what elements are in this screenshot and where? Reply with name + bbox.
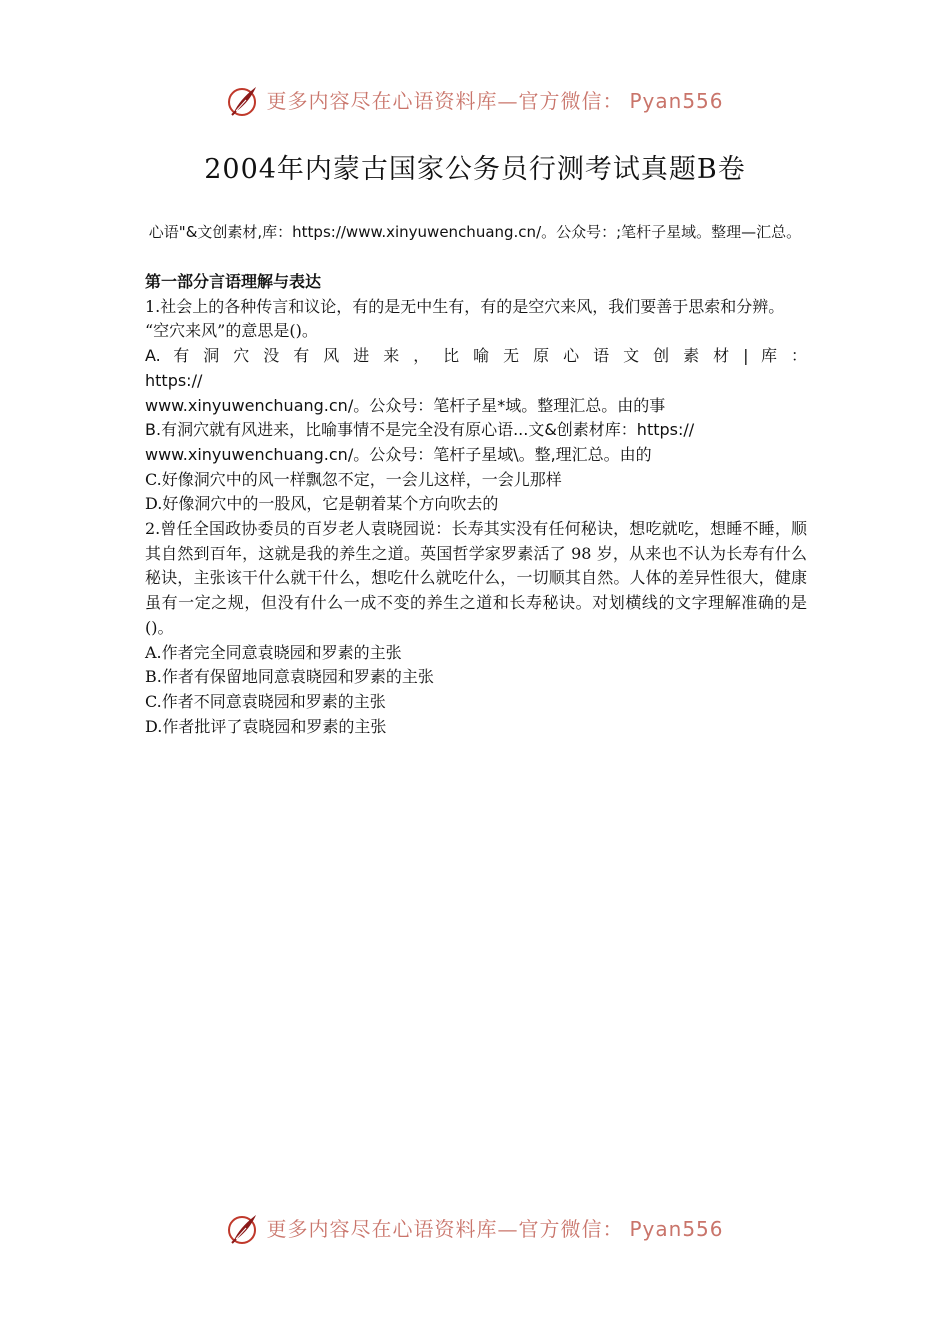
q1-option-b-line1: B.有洞穴就有风进来，比喻事情不是完全没有原心语...文&创素材库：https://	[145, 420, 695, 440]
q2-stem: 2.曾任全国政协委员的百岁老人袁晓园说：长寿其实没有任何秘诀，想吃就吃，想睡不睡，顺其自然到百年，这就是我的养生之道。英国哲学家罗素活了 98 岁，从来也不认为长寿有什么秘诀，主张该干什么就干什么，想吃什么就吃什么，一切顺其自然。人体的差异性很大，健康虽有一定之规，但没有什么一成不变的养生之道和长寿秘诀。对划横线的文字理解准确的是()。	[145, 519, 807, 637]
header-watermark	[0, 84, 950, 118]
document-title: 2004年内蒙古国家公务员行测考试真题B卷	[204, 154, 746, 185]
watermark-wechat-id: Pyan556	[629, 1217, 724, 1241]
q2-option-d: D.作者批评了袁晓园和罗素的主张	[145, 716, 387, 736]
q1-option-d: D.好像洞穴中的一股风，它是朝着某个方向吹去的	[145, 494, 499, 514]
q1-option-a-line1: A. 有 洞 穴 没 有 风 进 来 ， 比 喻 无 原 心 语 文 创 素 材 | 库 ： https://	[145, 346, 807, 390]
source-note: 心语"&文创素材,库：https://www.xinyuwenchuang.cn/。公众号：;笔杆子星域。整理—汇总。	[148, 223, 802, 241]
q1-question: “空穴来风”的意思是()。	[145, 321, 318, 341]
watermark-wechat-id: Pyan556	[629, 89, 724, 113]
watermark-text: 更多内容尽在心语资料库—官方微信：	[266, 89, 624, 113]
q1-option-b-line2: www.xinyuwenchuang.cn/。公众号：笔杆子星域\。整,理汇总。由的	[145, 444, 652, 464]
q1-option-c: C.好像洞穴中的风一样飘忽不定，一会儿这样，一会儿那样	[145, 469, 562, 489]
quill-pen-icon	[226, 1212, 260, 1246]
quill-pen-icon	[226, 84, 260, 118]
footer-watermark	[0, 1212, 950, 1246]
section-heading: 第一部分言语理解与表达	[145, 272, 322, 291]
q1-option-a-line2: www.xinyuwenchuang.cn/。公众号：笔杆子星*域。整理汇总。由的事	[145, 395, 666, 415]
watermark-text: 更多内容尽在心语资料库—官方微信：	[266, 1217, 624, 1241]
q1-stem: 1.社会上的各种传言和议论，有的是无中生有，有的是空穴来风，我们要善于思索和分辨。	[145, 296, 785, 316]
q2-option-c: C.作者不同意袁晓园和罗素的主张	[145, 691, 386, 711]
document-body	[145, 270, 807, 739]
q2-option-a: A.作者完全同意袁晓园和罗素的主张	[145, 642, 402, 662]
q2-option-b: B.作者有保留地同意袁晓园和罗素的主张	[145, 667, 434, 687]
